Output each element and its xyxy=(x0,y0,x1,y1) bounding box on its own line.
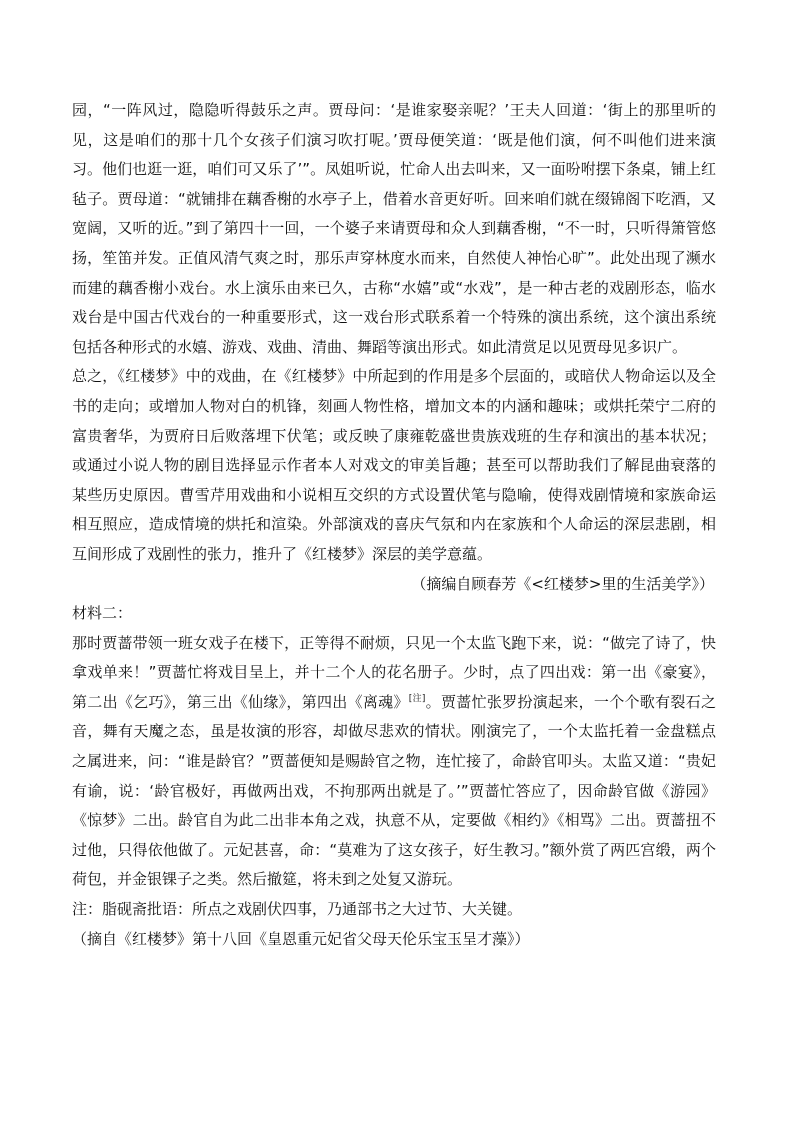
material-2-text: 那时贾蔷带领一班女戏子在楼下，正等得不耐烦，只见一个太监飞跑下来，说：“做完了诗了，快拿戏单来！”贾蔷忙将戏目呈上，并十二个人的花名册子。少时，点了四出戏：第一出《豪宴》，第二出《乞巧》，第三出《仙缘》，第四出《离魂》 xyxy=(72,633,716,711)
attribution-1: （摘编自顾春芳《<红楼梦>里的生活美学》） xyxy=(411,574,714,593)
footnote-mark: [注] xyxy=(408,693,426,704)
note: 注：脂砚斋批语：所点之戏剧伏四事，乃通部书之大过节、大关键。 xyxy=(72,900,523,919)
paragraph-1: 园，“一阵风过，隐隐听得鼓乐之声。贾母问：‘是谁家娶亲呢？’王夫人回道：‘街上的那里听的见，这是咱们的那十几个女孩子们演习吹打呢。’贾母便笑道：‘既是他们演，何不叫他们进来演习。他们也逛一逛，咱们可又乐了’”。凤姐听说，忙命人出去叫来，又一面吩咐摆下条桌，铺上红毡子。贾母道：“就铺排在藕香榭的水亭子上，借着水音更好听。回来咱们就在缀锦阁下吃酒，又宽阔，又听的近。”到了第四十一回，一个婆子来请贾母和众人到藕香榭，“不一时，只听得箫管悠扬，笙笛并发。正值风清气爽之时，那乐声穿林度水而来，自然使人神怡心旷”。此处出现了濒水而建的藕香榭小戏台。水上演乐由来已久，古称“水嬉”或“水戏”，是一种古老的戏剧形态，临水戏台是中国古代戏台的一种重要形式，这一戏台形式联系着一个特殊的演出系统，这个演出系统包括各种形式的水嬉、游戏、戏曲、清曲、舞蹈等演出形式。如此清赏足以见贾母见多识广。 xyxy=(72,101,716,356)
paragraph-2: 总之，《红楼梦》中的戏曲，在《红楼梦》中所起到的作用是多个层面的，或暗伏人物命运以及全书的走向；或增加人物对白的机锋，刻画人物性格，增加文本的内涵和趣味；或烘托荣宁二府的富贵奢华，为贾府日后败落埋下伏笔；或反映了康雍乾盛世贵族戏班的生存和演出的基本状况；或通过小说人物的剧目选择显示作者本人对戏文的审美旨趣；甚至可以帮助我们了解昆曲衰落的某些历史原因。曹雪芹用戏曲和小说相互交织的方式设置伏笔与隐喻，使得戏剧情境和家族命运相互照应，造成情境的烘托和渲染。外部演戏的喜庆气氛和内在家族和个人命运的深层悲剧，相互间形成了戏剧性的张力，推升了《红楼梦》深层的美学意蕴。 xyxy=(72,367,716,563)
attribution-2: （摘自《红楼梦》第十八回《皇恩重元妃省父母天伦乐宝玉呈才藻》） xyxy=(72,929,530,948)
material-2-text-continued: 。贾蔷忙张罗扮演起来，一个个歌有裂石之音，舞有天魔之态，虽是妆演的形容，却做尽悲欢的情状。刚演完了，一个太监托着一金盘糕点之属进来，问：“谁是龄官？”贾蔷便知是赐龄官之物，连忙接了，命龄官叩头。太监又道：“贵妃有谕，说：‘龄官极好，再做两出戏，不拘那两出就是了。’”贾蔷忙答应了，因命龄官做《游园》《惊梦》二出。龄官自为此二出非本角之戏，执意不从，定要做《相约》《相骂》二出。贾蔷扭不过他，只得依他做了。元妃甚喜，命：“莫难为了这女孩子，好生教习。”额外赏了两匹宫缎，两个荷包，并金银锞子之类。然后撤筵，将未到之处复又游玩。 xyxy=(72,692,716,889)
material-2-label: 材料二： xyxy=(72,604,133,623)
material-2-paragraph xyxy=(72,629,716,895)
document-page xyxy=(72,96,716,954)
